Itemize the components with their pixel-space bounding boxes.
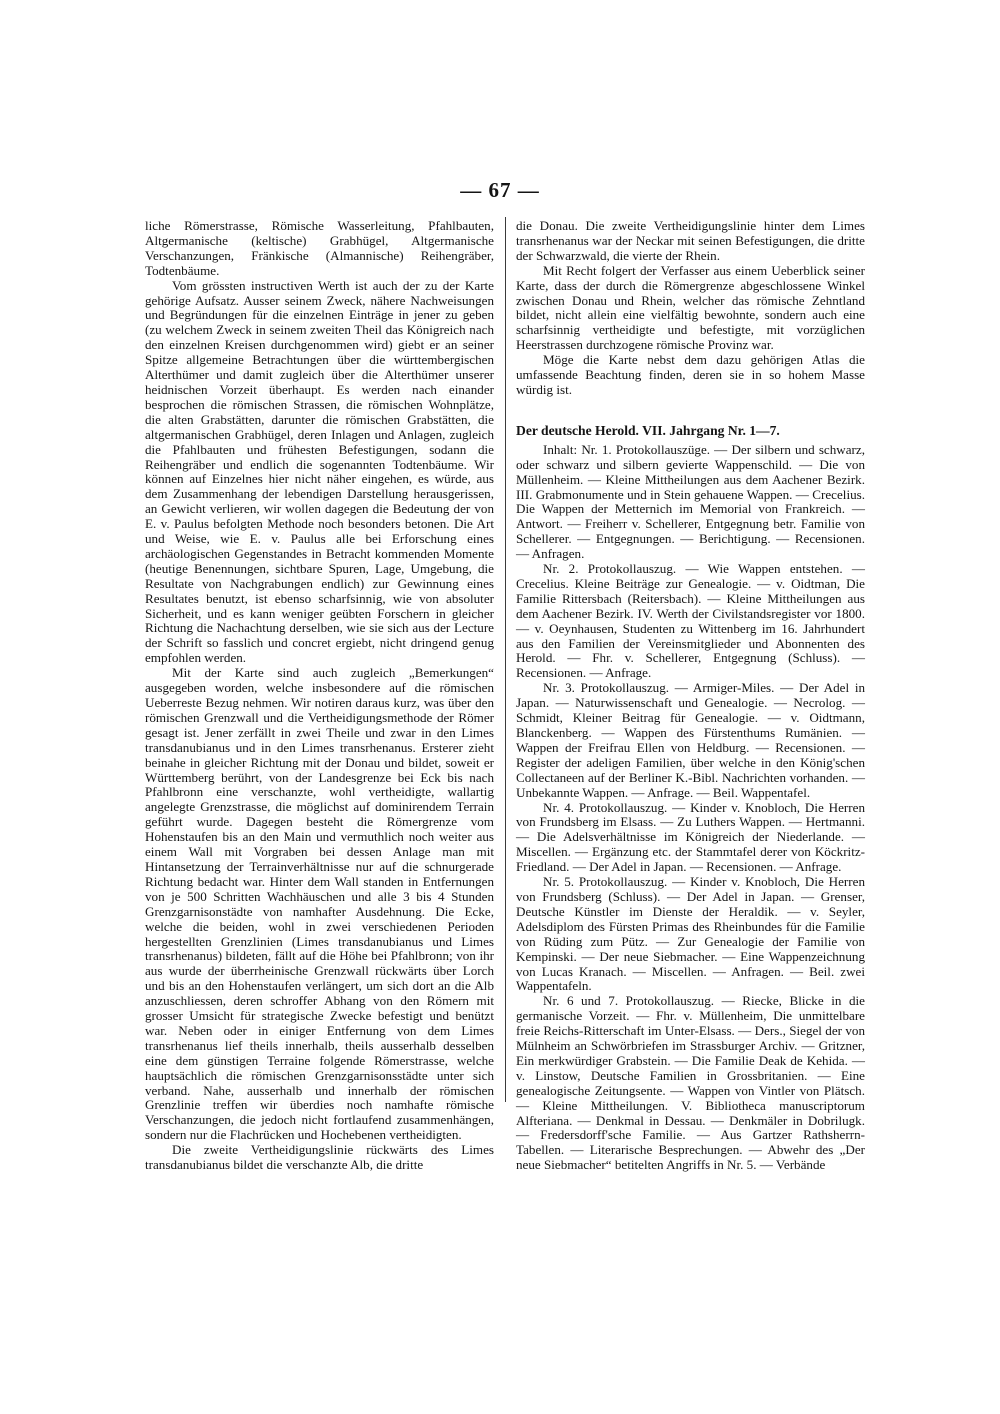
column-divider — [505, 217, 506, 1102]
paragraph: Nr. 6 und 7. Protokollauszug. — Riecke, Blicke in die germanische Vorzeit. — Fhr. v. Müllenheim, Die unmittelbare freie Reichs-Ritterschaft im Unter-Elsass. — Ders., Siegel der von Mülnheim an Schwörbriefen im Strassburger Archiv. — Gritzner, Ein merkwürdiger Grabstein. — Die Familie Deak de Kehida. — v. Linstow, Deutsche Familien in Grossbritanien. — Eine genealogische Zeitungsente. — Wappen von Vintler von Plätsch. — Kleine Mittheilungen. V. Bibliotheca manuscriptorum Alfteriana. — Denkmal in Dessau. — Denkmäler in Dobrilugk. — Fredersdorff'sche Familie. — Aus Gartzer Rathsherrn-Tabellen. — Literarische Besprechungen. — Abwehr des „Der neue Siebmacher“ betitelten Angriffs in Nr. 5. — Verbände — [516, 993, 865, 1173]
paragraph: Mit Recht folgert der Verfasser aus einem Ueberblick seiner Karte, dass der durch die Römergrenze abgeschlossene Winkel zwischen Donau und Rhein, welcher das römische Zehntland bildet, nicht allein eine vielfältig bewohnte, sondern auch eine scharfsinnig vertheidigte und befestigte, mit vorzüglichen Heerstrassen durchzogene römische Provinz war. — [516, 262, 865, 353]
paragraph: Nr. 4. Protokollauszug. — Kinder v. Knobloch, Die Herren von Frundsberg im Elsass. — Zu Luthers Wappen. — Hertmanni. — Die Adelsverhältnisse im Königreich der Niederlande. — Miscellen. — Ergänzung etc. der Stammtafel derer von Köckritz-Friedland. — Der Adel in Japan. — Recensionen. — Anfrage. — [516, 799, 865, 875]
paragraph: Mit der Karte sind auch zugleich „Bemerkungen“ ausgegeben worden, welche insbesondere auf die römischen Ueberreste Bezug nehmen. Wir notiren daraus kurz, was über den römischen Grenzwall und die Vertheidigungsmethode der Römer gesagt ist. Jener zerfällt in zwei Theile und zwar in den Limes transdanubianus und in den Limes transrhenanus. Ersterer zieht beinahe in gleicher Richtung mit der Donau und bildet, soweit er Württemberg berührt, von der Landesgrenze bei Eck bis nach Pfahlbronn eine verschanzte, wohl vertheidigte, wallartig angelegte Grenzstrasse, die möglichst auf dominirendem Terrain geführt wurde. Dagegen besteht die Römergrenze vom Hohenstaufen bis an den Main und vermuthlich noch weiter aus einem Wall mit Vorgraben bei dessen Anlage man mit Hintansetzung der Terrainverhältnisse nur auf die schnurgerade Richtung bedacht war. Hinter dem Wall standen in Entfernungen von je 500 Schritten Wachhäuschen und alle 3 bis 4 Stunden Grenzgarnisonstädte von namhafter Ausdehnung. Die Ecke, welche die beiden, wohl in zwei verschiedenen Perioden hergestellten Grenzlinien (Limes transdanubianus und Limes transrhenanus) bildeten, fällt auf die Höhe bei Pfahlbronn; von ihr aus wurde der überrheinische Grenzwall rückwärts über Lorch und bis an den Hohenstaufen verlängert, um sich dort an die Alb anzuschliessen, deren schroffer Abhang von den Römern mit grosser Umsicht für strategische Zwecke befestigt und benützt war. Neben oder in einiger Entfernung von dem Limes transrhenanus lief theils innerhalb, theils ausserhalb desselben eine dem günstigen Terraine folgende Römerstrasse, welche hauptsächlich die römischen Grenzgarnisonsstädte unter sich verband. Nahe, ausserhalb und innerhalb der römischen Grenzlinie treffen wir überdies noch namhafte römische Verschanzungen, die jedoch nicht fortlaufend zusammenhängen, sondern nur die Flachrücken und Hochebenen vertheidigten. — [145, 665, 494, 1143]
paragraph: Die zweite Vertheidigungslinie rückwärts des Limes transdanubianus bildet die verschanzte Alb, die dritte — [145, 1142, 494, 1173]
left-column — [145, 219, 494, 1173]
paragraph: Inhalt: Nr. 1. Protokollauszüge. — Der silbern und schwarz, oder schwarz und silbern gevierte Wappenschild. — Die von Müllenheim. — Kleine Mittheilungen aus dem Aachener Bezirk. III. Grabmonumente und in Stein gehauene Wappen. — Crecelius. Die Wappen der Metternich im Memorial von Frankreich. — Antwort. — Freiherr v. Schellerer, Entgegnung betr. Familie von Schellerer. — Entgegnungen. — Berichtigung. — Recensionen. — Anfragen. — [516, 441, 865, 562]
paragraph: Nr. 2. Protokollauszug. — Wie Wappen entstehen. — Crecelius. Kleine Beiträge zur Genealogie. — v. Oidtman, Die Familie Rittersbach (Reitersbach). — Kleine Mittheilungen aus dem Aachener Bezirk. IV. Werth der Civilstandsregister vor 1800. — v. Oeynhausen, Studenten zu Wittenberg im 16. Jahrhundert aus den Familien der Vereinsmitglieder und Abonnenten des Herold. — Fhr. v. Schellerer, Entgegnung (Schluss). — Recensionen. — Anfrage. — [516, 561, 865, 681]
paragraph: liche Römerstrasse, Römische Wasserleitung, Pfahlbauten, Altgermanische (keltische) Grabhügel, Altgermanische Verschanzungen, Fränkische (Almannische) Reihengräber, Todtenbäume. — [145, 218, 494, 278]
right-column — [516, 219, 865, 1173]
paragraph: Nr. 5. Protokollauszug. — Kinder v. Knobloch, Die Herren von Frundsberg (Schluss). — Der Adel in Japan. — Grenser, Deutsche Künstler im Dienste der Heraldik. — v. Seyler, Adelsdiplom des Fürsten Primas des Rheinbundes für die Familie von Rüding zum Pütz. — Zur Genealogie der Familie von Kempinski. — Der neue Siebmacher. — Eine Wappenzeichnung von Lucas Kranach. — Miscellen. — Anfragen. — Beil. zwei Wappentafeln. — [516, 874, 865, 994]
paragraph: Nr. 3. Protokollauszug. — Armiger-Miles. — Der Adel in Japan. — Naturwissenschaft und Genealogie. — Necrolog. — Schmidt, Kleiner Beitrag für Genealogie. — v. Oidtmann, Blanckenberg. — Wappen des Fürstenthums Rumänien. — Wappen der Freifrau Ellen von Heldburg. — Recensionen. — Register der adeligen Familien, über welche in den König'schen Collectaneen auf der Berliner K.-Bibl. Nachrichten vorhanden. — Unbekannte Wappen. — Anfrage. — Beil. Wappentafel. — [516, 680, 865, 800]
paragraph: Vom grössten instructiven Werth ist auch der zu der Karte gehörige Aufsatz. Ausser seinem Zweck, nähere Nachweisungen und Begründungen für die einzelnen Einträge in jener zu geben (zu welchem Zweck in seinem zweiten Theil das Königreich nach den einzelnen Kreisen durchgenommen wird) giebt er an seiner Spitze allgemeine Betrachtungen über die württembergischen Alterthümer und damit zugleich über die Alterthümer unserer heidnischen Vorzeit überhaupt. Es werden nach einander besprochen die römischen Strassen, die römischen Wohnplätze, die alten Grabstätten, darunter die römischen Grabstätten, die altgermanischen Grabhügel, deren Inlagen und Anlagen, zugleich die Pfahlbauten und frühesten Befestigungen, sodann die Reihengräber und endlich die sogenannten Todtenbäume. Wir können auf Einzelnes hier nicht näher eingehen, es würde, aus dem Zusammenhang der lebendigen Darstellung herausgerissen, an Gewicht verlieren, wir wollen dagegen die Bedeutung der von E. v. Paulus befolgten Methode noch besonders betonen. Die Art und Weise, wie E. v. Paulus alle bei Erforschung eines archäologischen Gegenstandes in Betracht kommenden Momente (heutige Benennungen, sichtbare Spuren, Lage, Umgebung, die Resultate von Nachgrabungen endlich) zur Gewinnung eines Resultates benutzt, ist ebenso scharfsinnig, wie von absoluter Sicherheit, und es kann weniger geübten Forschern in gleicher Richtung die Nachachtung derselben, wie sie sich aus der Lecture der Schrift so fasslich und concret ergiebt, nicht dringend genug empfohlen werden. — [145, 277, 494, 666]
paragraph: die Donau. Die zweite Vertheidigungslinie hinter dem Limes transrhenanus war der Neckar mit seinen Befestigungen, die dritte der Schwarzwald, die vierte der Rhein. — [516, 218, 865, 263]
page-number: — 67 — — [460, 178, 540, 202]
paragraph: Möge die Karte nebst dem dazu gehörigen Atlas die umfassende Beachtung finden, deren sie in so hohem Masse würdig ist. — [516, 352, 865, 397]
section-heading: Der deutsche Herold. VII. Jahrgang Nr. 1—7. — [516, 422, 780, 438]
